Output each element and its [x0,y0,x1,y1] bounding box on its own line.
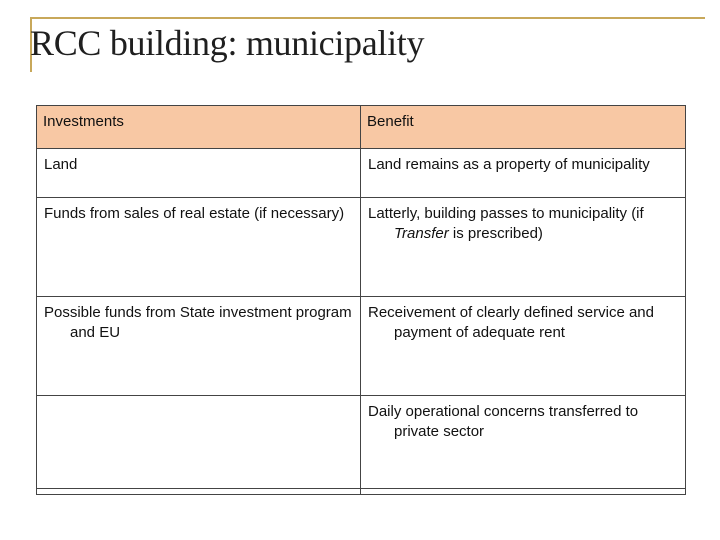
slide-title: RCC building: municipality [30,23,425,63]
table-row [37,198,686,297]
investment-benefit-table [36,105,686,495]
table-row [37,396,686,489]
empty-cell [37,489,361,495]
benefit-cell [361,297,686,396]
benefit-text: Daily operational concerns transferred to private sector [368,403,639,440]
header-benefit: Benefit [367,113,414,130]
investment-text: Land [44,156,78,173]
benefit-cell [361,396,686,489]
table-row [37,297,686,396]
table-row [37,149,686,198]
header-investments: Investments [43,113,124,130]
investment-cell [37,149,361,198]
table-header-row [37,106,686,149]
benefit-text: Receivement of clearly defined service and payment of adequate rent [368,304,654,341]
benefit-text [368,204,679,244]
benefit-text: Land remains as a property of municipality [368,156,650,173]
empty-cell [361,489,686,495]
header-cell-benefit [361,106,686,149]
benefit-cell [361,198,686,297]
investment-cell-empty [37,396,361,489]
investment-cell [37,297,361,396]
investment-cell [37,198,361,297]
benefit-text-italic: Transfer [394,225,449,242]
investment-text: Possible funds from State investment program and EU [44,304,352,341]
benefit-text-part-2: is prescribed) [448,225,543,242]
investment-text: Funds from sales of real estate (if necessary) [44,205,345,222]
benefit-text-part-1: Latterly, building passes to municipality (if [368,205,644,222]
table-row-empty [37,489,686,495]
header-cell-investments [37,106,361,149]
benefit-cell [361,149,686,198]
title-accent-line-top [30,17,705,19]
